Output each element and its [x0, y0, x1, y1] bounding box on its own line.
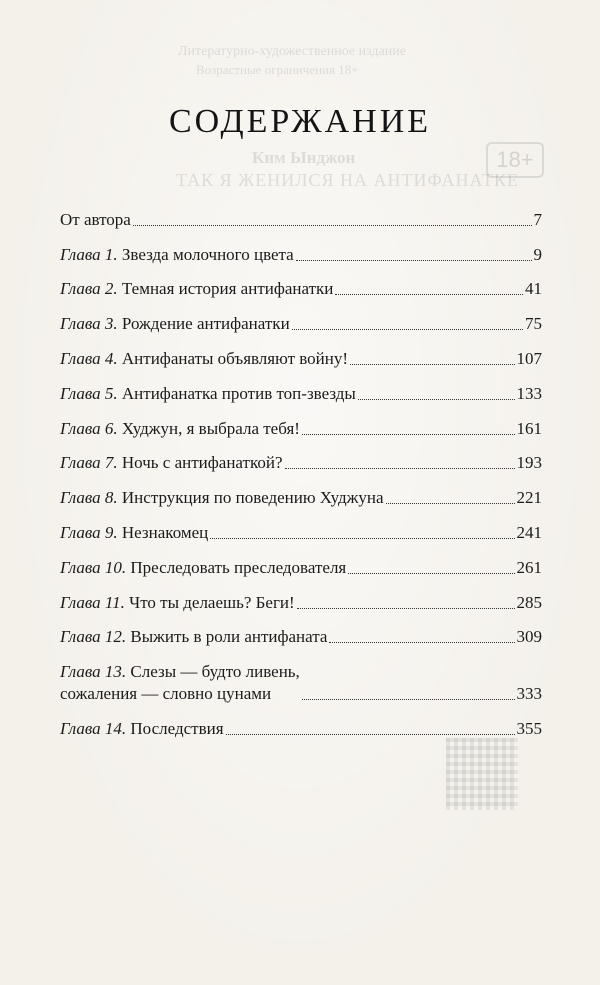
chapter-title: Антифанатка против топ-звезды	[121, 383, 356, 403]
dot-leader	[297, 608, 515, 609]
dot-leader	[133, 225, 532, 226]
toc-entry[interactable]	[60, 335, 542, 370]
toc-entry[interactable]	[60, 648, 542, 705]
chapter-label: Глава 8.	[60, 488, 118, 508]
dot-leader	[296, 260, 532, 261]
chapter-label: Глава 2.	[60, 279, 118, 299]
toc-entry[interactable]	[60, 440, 542, 475]
page-number: 309	[516, 627, 542, 647]
chapter-title: Что ты делаешь? Беги!	[129, 592, 295, 612]
dot-leader	[226, 734, 515, 735]
page-number: 193	[516, 453, 542, 473]
dot-leader	[292, 329, 523, 330]
table-of-contents	[60, 196, 542, 740]
chapter-label: Глава 10.	[60, 557, 127, 577]
toc-entry-title	[60, 487, 384, 509]
page-number: 9	[533, 244, 542, 264]
page-number: 41	[525, 279, 542, 299]
toc-entry[interactable]	[60, 300, 542, 335]
page-number: 241	[516, 522, 542, 542]
chapter-label: Глава 1.	[60, 244, 118, 264]
dot-leader	[358, 399, 515, 400]
page-number: 221	[516, 488, 542, 508]
chapter-label: Глава 7.	[60, 453, 118, 473]
dot-leader	[335, 294, 523, 295]
page-number: 107	[516, 348, 542, 368]
toc-entry-title	[60, 278, 333, 300]
chapter-title: Рождение антифанатки	[121, 314, 290, 334]
chapter-title: Слезы — будто ливень,	[130, 662, 300, 682]
toc-entry-title	[60, 383, 356, 405]
dot-leader	[386, 503, 515, 504]
toc-entry-title	[60, 592, 295, 614]
chapter-title: Выжить в роли антифаната	[130, 627, 328, 647]
toc-entry-title	[60, 244, 294, 266]
toc-entry-title	[60, 418, 300, 440]
chapter-label: Глава 5.	[60, 383, 118, 403]
toc-entry-title	[60, 452, 283, 474]
chapter-title: Ночь с антифанаткой?	[121, 453, 283, 473]
dot-leader	[329, 642, 514, 643]
toc-entry[interactable]	[60, 474, 542, 509]
dot-leader	[302, 699, 515, 700]
page-title: СОДЕРЖАНИЕ	[168, 102, 432, 140]
chapter-title: Последствия	[130, 719, 224, 739]
dot-leader	[348, 573, 514, 574]
dot-leader	[302, 434, 515, 435]
toc-entry[interactable]	[60, 266, 542, 301]
dot-leader	[350, 364, 514, 365]
chapter-title: Худжун, я выбрала тебя!	[121, 418, 300, 438]
toc-entry[interactable]	[60, 544, 542, 579]
bleed-through-book-title: ТАК Я ЖЕНИЛСЯ НА АНТИФАНАТКЕ	[176, 170, 519, 190]
page-number: 133	[516, 383, 542, 403]
toc-entry[interactable]	[60, 405, 542, 440]
chapter-title: Звезда молочного цвета	[121, 244, 294, 264]
toc-entry[interactable]	[60, 614, 542, 649]
chapter-title: Незнакомец	[121, 522, 209, 542]
bleed-through-qr-code	[446, 738, 518, 810]
chapter-label: Глава 14.	[60, 719, 127, 739]
toc-entry-title	[60, 313, 290, 335]
page-number: 7	[533, 209, 542, 229]
toc-entry[interactable]	[60, 196, 542, 231]
chapter-label: Глава 3.	[60, 314, 118, 334]
chapter-title: Антифанаты объявляют войну!	[121, 348, 349, 368]
chapter-label: Глава 9.	[60, 522, 118, 542]
toc-entry[interactable]	[60, 705, 542, 740]
bleed-through-age-mark: 18+	[486, 142, 544, 178]
toc-entry-title	[60, 626, 327, 648]
toc-entry-title	[60, 557, 346, 579]
page-number: 355	[516, 719, 542, 739]
toc-entry-title	[60, 209, 131, 231]
toc-entry-title	[60, 661, 300, 705]
toc-entry[interactable]	[60, 509, 542, 544]
chapter-title-line-2: сожаления — словно цунами	[60, 684, 272, 704]
bleed-through-line-2: Возрастные ограничения 18+	[196, 62, 359, 77]
toc-entry[interactable]	[60, 231, 542, 266]
chapter-title: Темная история антифанатки	[121, 279, 334, 299]
page-number: 161	[516, 418, 542, 438]
chapter-title: От автора	[60, 209, 131, 229]
page-number: 333	[516, 684, 542, 704]
toc-entry[interactable]	[60, 579, 542, 614]
toc-entry-title	[60, 348, 348, 370]
page-number: 75	[525, 314, 542, 334]
chapter-title: Инструкция по поведению Худжуна	[121, 488, 384, 508]
bleed-through-author: Ким Ынджон	[252, 148, 356, 167]
chapter-label: Глава 12.	[60, 627, 127, 647]
toc-entry[interactable]	[60, 370, 542, 405]
dot-leader	[285, 468, 515, 469]
chapter-label: Глава 6.	[60, 418, 118, 438]
chapter-label: Глава 11.	[60, 592, 125, 612]
toc-entry-title	[60, 522, 208, 544]
dot-leader	[210, 538, 514, 539]
bleed-through-line-1: Литературно-художественное издание	[178, 44, 406, 59]
chapter-label: Глава 13.	[60, 662, 127, 682]
toc-entry-title	[60, 718, 224, 740]
chapter-title: Преследовать преследователя	[130, 557, 347, 577]
page-number: 261	[516, 557, 542, 577]
page-number: 285	[516, 592, 542, 612]
chapter-label: Глава 4.	[60, 348, 118, 368]
